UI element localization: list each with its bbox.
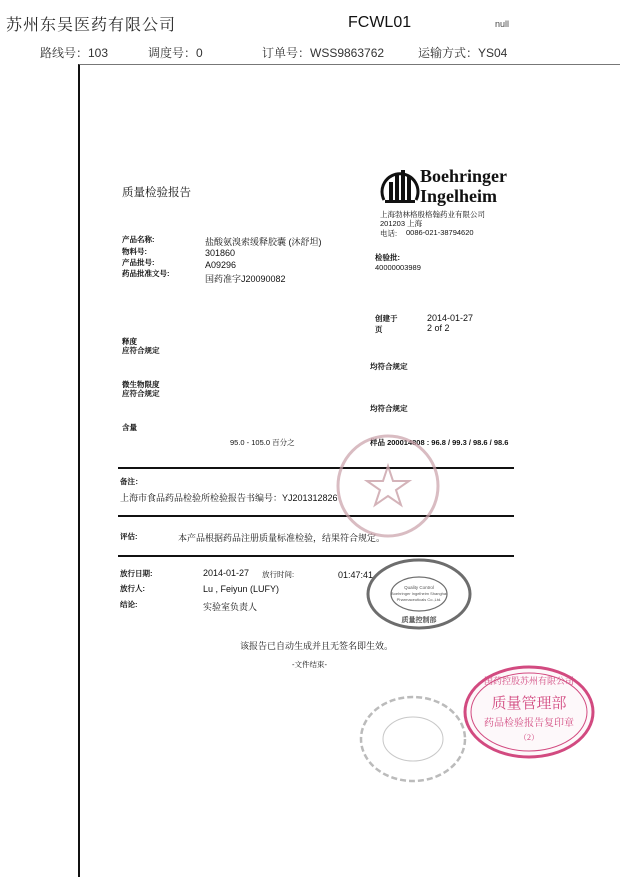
boehringer-logo-icon bbox=[380, 164, 420, 206]
transport-mode: 运输方式：YS04 bbox=[418, 46, 508, 60]
dispatch-number: 调度号：0 bbox=[148, 46, 203, 60]
lot-value: 40000003989 bbox=[375, 263, 421, 272]
company-name: 苏州东吴医药有限公司 bbox=[6, 17, 177, 34]
test-3-result: 样品 200014808 : 96.8 / 99.3 / 98.6 / 98.6 bbox=[370, 438, 509, 447]
pink-seal-line-1: 质量管理部 bbox=[491, 696, 567, 712]
test-3-spec: 95.0 - 105.0 百分之 bbox=[230, 438, 295, 447]
end-note: -文件结束- bbox=[292, 660, 327, 669]
release-date-label: 放行日期: bbox=[120, 569, 153, 578]
brand-name bbox=[420, 166, 507, 206]
quality-management-seal-icon bbox=[462, 664, 596, 760]
created-value: 2014-01-27 bbox=[427, 313, 474, 323]
pink-seal-line-2: 药品检验报告复印章 bbox=[484, 718, 574, 729]
order-number: 订单号：WSS9863762 bbox=[262, 46, 385, 60]
gray-seal-line-2: Boehringer Ingelheim Shanghai bbox=[390, 591, 448, 596]
approval-value: 国药准字J20090082 bbox=[205, 274, 286, 284]
quality-control-seal-icon bbox=[366, 558, 472, 630]
remarks-label: 备注： bbox=[120, 477, 143, 486]
page-value: 2 of 2 bbox=[427, 323, 450, 333]
product-name-label: 产品名称: bbox=[122, 235, 155, 244]
lot-label: 检验批: bbox=[375, 253, 400, 262]
test-1-name: 释度 bbox=[122, 337, 137, 346]
divider-top bbox=[118, 467, 514, 469]
release-time-label: 放行时间: bbox=[262, 570, 295, 579]
test-1-result: 均符合规定 bbox=[370, 362, 408, 371]
gray-seal-line-3: Pharmaceuticals Co.,Ltd. bbox=[396, 597, 442, 602]
manufacturer-name: 上海勃林格殷格翰药业有限公司 bbox=[380, 210, 485, 219]
release-time-value: 01:47:41 bbox=[338, 570, 374, 580]
route-number: 路线号：103 bbox=[40, 46, 109, 60]
product-name-value: 盐酸氨溴索缓释胶囊 (沐舒坦) bbox=[205, 237, 322, 247]
pink-seal-ring: 国药控股苏州有限公司 bbox=[483, 676, 575, 686]
brand-line-2: Ingelheim bbox=[420, 186, 498, 206]
gray-seal-line-1: Quality Control bbox=[404, 585, 434, 590]
pink-seal-line-3: （2） bbox=[519, 733, 539, 742]
page-label: 页 bbox=[375, 325, 383, 334]
material-no-value: 301860 bbox=[205, 248, 236, 258]
release-date-value: 2014-01-27 bbox=[203, 568, 250, 578]
test-2-spec: 应符合规定 bbox=[122, 389, 160, 398]
divider-bottom bbox=[118, 555, 514, 557]
batch-label: 产品批号: bbox=[122, 258, 155, 267]
batch-value: A09296 bbox=[205, 260, 237, 270]
phone-label: 电话: bbox=[380, 229, 398, 238]
faint-seal-icon bbox=[358, 693, 468, 785]
material-no-label: 物料号: bbox=[122, 247, 147, 256]
remarks-text: 上海市食品药品检验所检验报告书编号：YJ201312826 bbox=[120, 493, 338, 503]
divider-middle bbox=[118, 515, 514, 517]
report-title: 质量检验报告 bbox=[122, 187, 191, 199]
releaser-value: Lu , Feiyun (LUFY) bbox=[203, 584, 280, 594]
conclusion-value: 实验室负责人 bbox=[203, 602, 258, 612]
phone-value: 0086-021-38794620 bbox=[406, 228, 474, 237]
approval-label: 药品批准文号: bbox=[122, 269, 170, 278]
gray-seal-bottom: 质量控制部 bbox=[401, 617, 437, 624]
test-2-result: 均符合规定 bbox=[370, 404, 408, 413]
null-label: null bbox=[495, 19, 510, 29]
test-1-spec: 应符合规定 bbox=[122, 346, 160, 355]
shanghai-seal-icon bbox=[334, 432, 442, 540]
test-3-name: 含量 bbox=[122, 423, 137, 432]
evaluation-label: 评估: bbox=[120, 532, 138, 541]
footer-note: 该报告已自动生成并且无签名即生效。 bbox=[240, 641, 394, 651]
doc-code: FCWL01 bbox=[348, 14, 412, 31]
conclusion-label: 结论: bbox=[120, 600, 138, 609]
brand-line-1: Boehringer bbox=[420, 166, 507, 186]
evaluation-text: 本产品根据药品注册质量标准检验，结果符合规定。 bbox=[178, 533, 386, 543]
created-label: 创建于 bbox=[375, 314, 398, 323]
releaser-label: 放行人: bbox=[120, 584, 145, 593]
test-2-name: 微生物限度 bbox=[122, 380, 160, 389]
manufacturer-address: 201203 上海 bbox=[380, 219, 423, 228]
